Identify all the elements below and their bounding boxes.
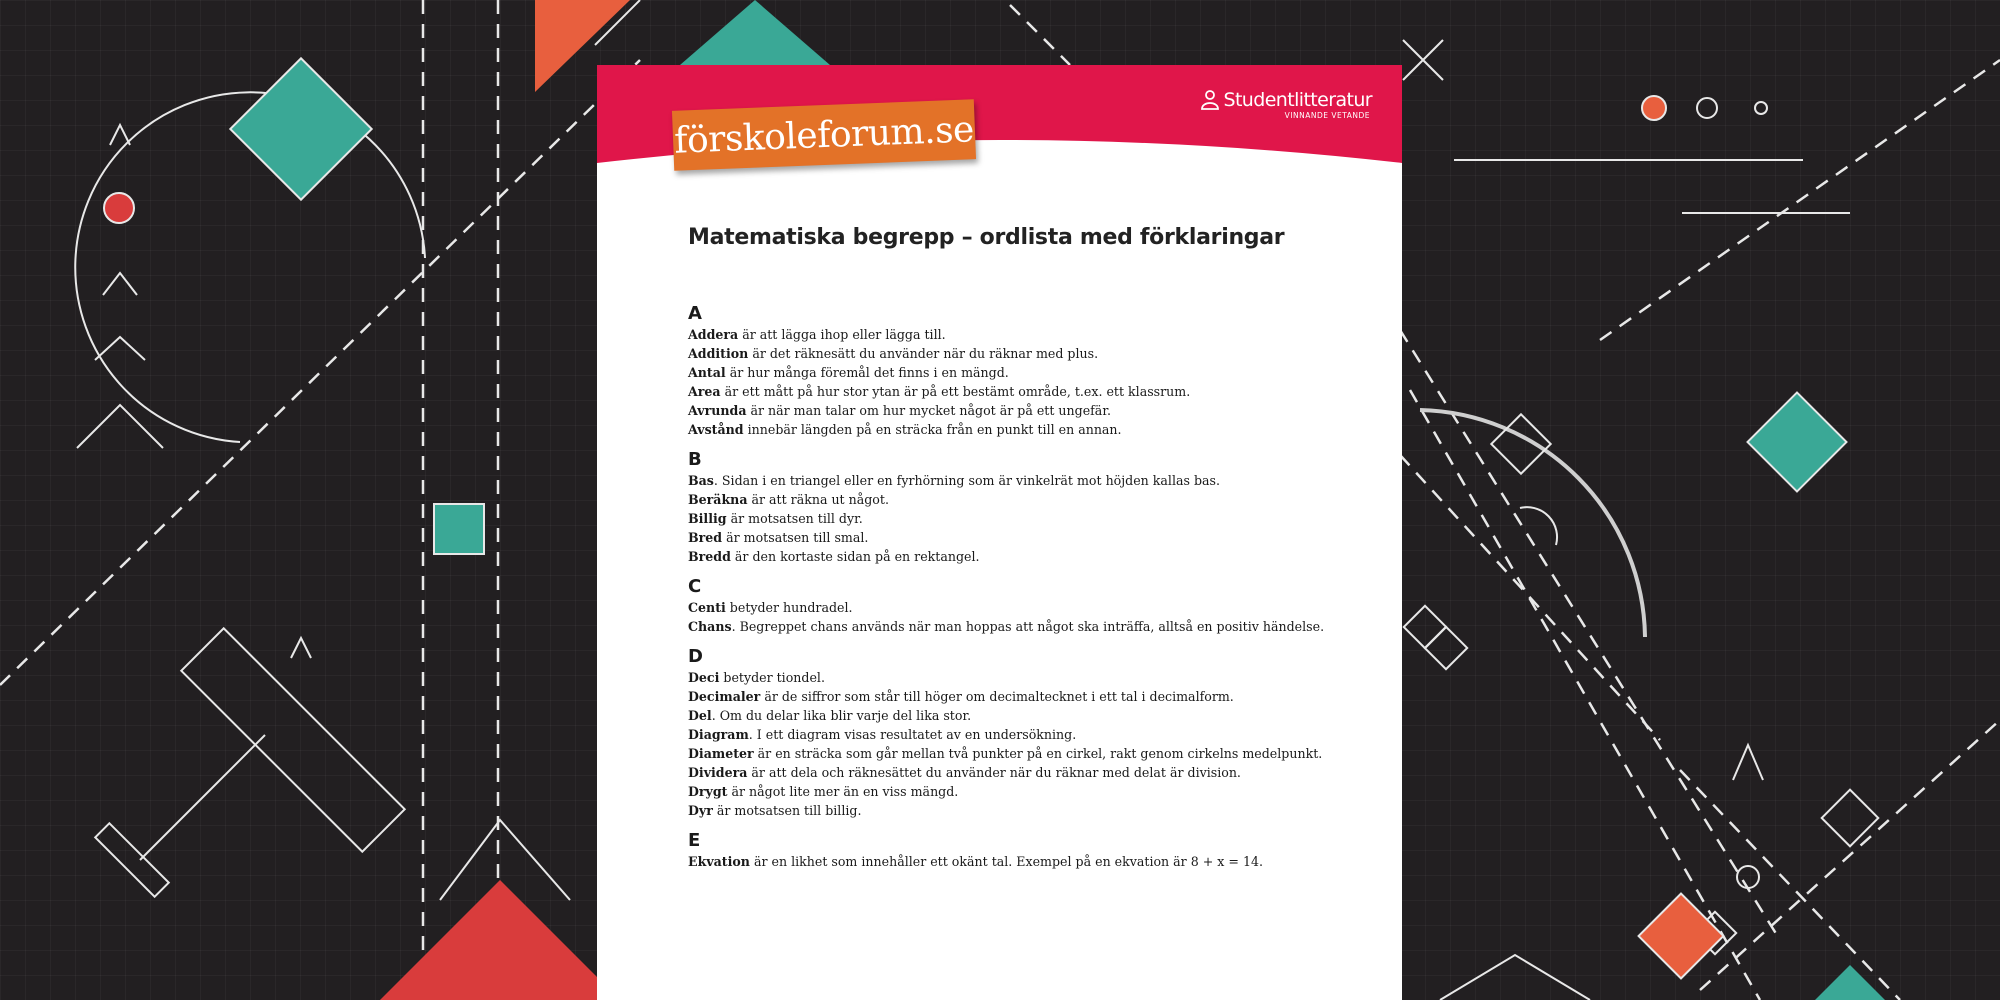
glossary-entry	[688, 547, 1328, 566]
entry-definition: är en sträcka som går mellan två punkter på en cirkel, rakt genom cirkelns medelpunkt.	[753, 746, 1323, 761]
entry-definition: . Sidan i en triangel eller en fyrhörning som är vinkelrät mot höjden kallas bas.	[713, 473, 1220, 488]
entry-term: Avrunda	[688, 403, 747, 418]
entry-term: Dividera	[688, 765, 748, 780]
entry-definition: är motsatsen till billig.	[712, 803, 862, 818]
entry-definition: . Om du delar lika blir varje del lika stor.	[711, 708, 972, 723]
entry-term: Billig	[688, 511, 727, 526]
entry-term: Chans	[688, 619, 732, 634]
entry-definition: . I ett diagram visas resultatet av en undersökning.	[748, 727, 1077, 742]
entry-term: Deci	[688, 670, 720, 685]
entry-definition: betyder hundradel.	[725, 600, 853, 615]
glossary-section	[688, 449, 1328, 566]
glossary-entry	[688, 852, 1328, 871]
glossary-entry	[688, 763, 1328, 782]
glossary-list	[688, 303, 1328, 881]
section-letter: E	[688, 830, 701, 851]
glossary-entry	[688, 471, 1328, 490]
entry-term: Diameter	[688, 746, 754, 761]
glossary-entry	[688, 490, 1328, 509]
entry-definition: är motsatsen till smal.	[722, 530, 869, 545]
glossary-entry	[688, 401, 1328, 420]
entry-term: Diagram	[688, 727, 749, 742]
entry-definition: är när man talar om hur mycket något är på ett ungefär.	[746, 403, 1111, 418]
site-name: förskoleforum.se	[673, 108, 975, 162]
entry-term: Ekvation	[688, 854, 750, 869]
section-letter: B	[688, 449, 702, 470]
section-letter: C	[688, 576, 702, 597]
entry-term: Addition	[688, 346, 749, 361]
glossary-section	[688, 646, 1328, 820]
glossary-entry	[688, 363, 1328, 382]
entry-term: Del	[688, 708, 712, 723]
glossary-entry	[688, 744, 1328, 763]
entry-definition: är att lägga ihop eller lägga till.	[738, 327, 946, 342]
entry-term: Bredd	[688, 549, 731, 564]
glossary-entry	[688, 598, 1328, 617]
glossary-entry	[688, 509, 1328, 528]
entry-definition: är de siffror som står till höger om decimaltecknet i ett tal i decimalform.	[760, 689, 1234, 704]
glossary-entry	[688, 617, 1328, 636]
glossary-entry	[688, 420, 1328, 439]
publisher-icon	[1200, 90, 1220, 110]
entry-term: Decimaler	[688, 689, 761, 704]
entry-definition: är det räknesätt du använder när du räknar med plus.	[748, 346, 1099, 361]
entry-definition: är en likhet som innehåller ett okänt tal. Exempel på en ekvation är 8 + x = 14.	[749, 854, 1263, 869]
entry-definition: är ett mått på hur stor ytan är på ett bestämt område, t.ex. ett klassrum.	[720, 384, 1191, 399]
entry-definition: innebär längden på en sträcka från en punkt till en annan.	[743, 422, 1122, 437]
glossary-entry	[688, 706, 1328, 725]
glossary-sheet	[597, 65, 1402, 1000]
glossary-entry	[688, 801, 1328, 820]
entry-definition: är något lite mer än en viss mängd.	[727, 784, 959, 799]
entry-definition: . Begreppet chans används när man hoppas att något ska inträffa, alltså en positiv händelse.	[731, 619, 1325, 634]
entry-term: Area	[688, 384, 721, 399]
publisher-tagline: VINNANDE VETANDE	[1284, 111, 1370, 120]
entry-term: Avstånd	[688, 422, 744, 437]
glossary-entry	[688, 782, 1328, 801]
entry-definition: betyder tiondel.	[719, 670, 825, 685]
glossary-entry	[688, 382, 1328, 401]
entry-term: Bred	[688, 530, 723, 545]
entry-definition: är hur många föremål det finns i en mängd.	[725, 365, 1009, 380]
glossary-section	[688, 830, 1328, 871]
glossary-section	[688, 576, 1328, 636]
glossary-entry	[688, 725, 1328, 744]
glossary-entry	[688, 325, 1328, 344]
glossary-entry	[688, 528, 1328, 547]
entry-term: Dyr	[688, 803, 713, 818]
entry-definition: är den kortaste sidan på en rektangel.	[730, 549, 980, 564]
entry-term: Beräkna	[688, 492, 748, 507]
entry-term: Centi	[688, 600, 726, 615]
publisher-logo	[1200, 89, 1373, 120]
entry-definition: är att dela och räknesättet du använder när du räknar med delat är division.	[747, 765, 1241, 780]
entry-term: Antal	[688, 365, 726, 380]
entry-definition: är motsatsen till dyr.	[726, 511, 863, 526]
document-title: Matematiska begrepp – ordlista med förklaringar	[688, 225, 1285, 250]
entry-term: Bas	[688, 473, 714, 488]
site-banner	[672, 99, 976, 171]
entry-definition: är att räkna ut något.	[747, 492, 889, 507]
glossary-entry	[688, 344, 1328, 363]
publisher-name: Studentlitteratur	[1223, 89, 1372, 111]
glossary-entry	[688, 687, 1328, 706]
entry-term: Addera	[688, 327, 739, 342]
section-letter: D	[688, 646, 703, 667]
entry-term: Drygt	[688, 784, 728, 799]
glossary-section	[688, 303, 1328, 439]
glossary-entry	[688, 668, 1328, 687]
section-letter: A	[688, 303, 702, 324]
